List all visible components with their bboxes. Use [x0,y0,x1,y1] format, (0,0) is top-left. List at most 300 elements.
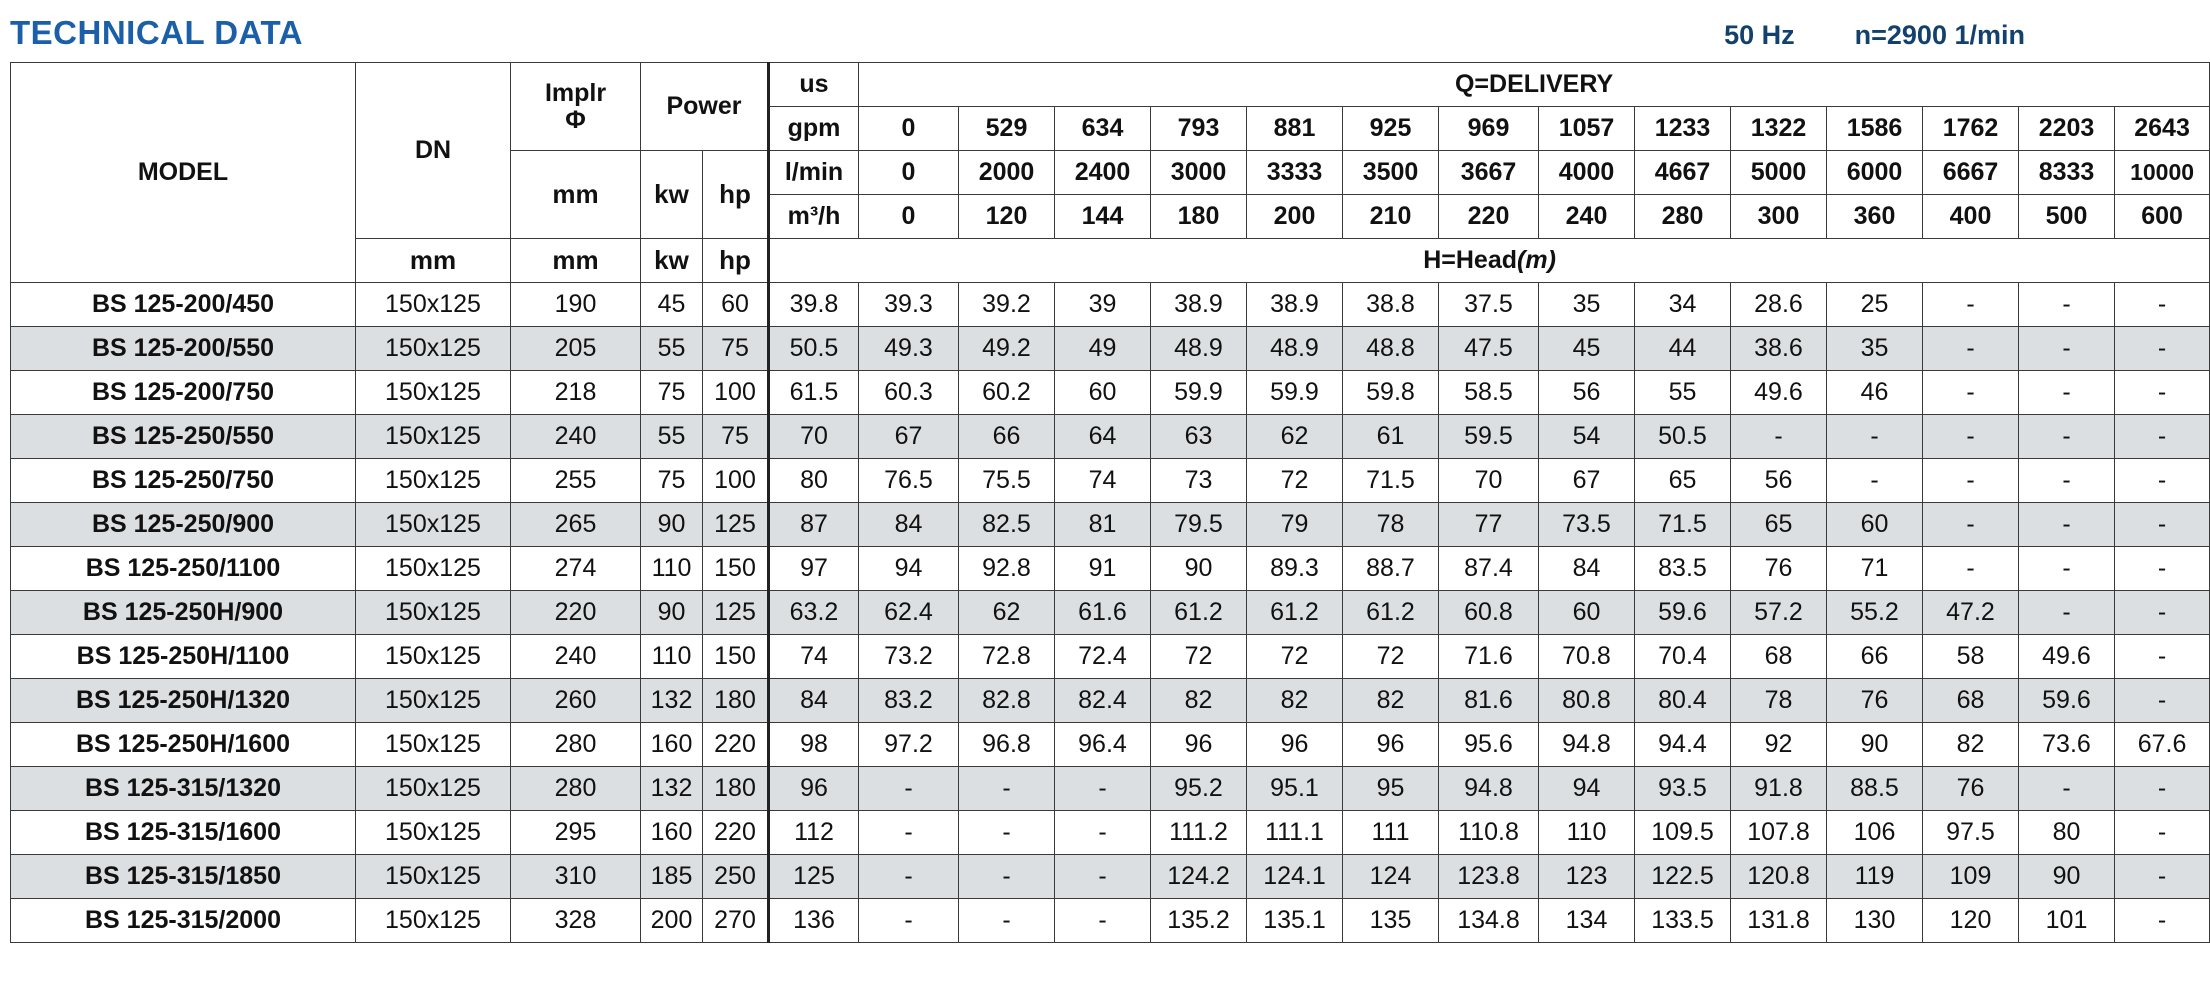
flow-usgpm-2: 634 [1055,107,1151,151]
cell-head-7: 70 [1439,459,1539,503]
cell-impeller: 280 [511,767,641,811]
cell-dn: 150x125 [356,767,511,811]
cell-head-14: - [2115,635,2210,679]
flow-usgpm-4: 881 [1247,107,1343,151]
head-title-unit: (m) [1517,246,1556,274]
cell-head-14: - [2115,855,2210,899]
impeller-label: Implr [544,79,607,108]
cell-head-5: 62 [1247,415,1343,459]
cell-head-2: 66 [959,415,1055,459]
cell-dn: 150x125 [356,591,511,635]
cell-head-1: 39.3 [859,283,959,327]
cell-head-6: 38.8 [1343,283,1439,327]
cell-head-2: - [959,855,1055,899]
flow-usgpm-7: 1057 [1539,107,1635,151]
dn-unit: mm [356,239,511,283]
cell-head-14: - [2115,899,2210,943]
cell-power-kw: 160 [641,811,703,855]
cell-head-2: 62 [959,591,1055,635]
cell-dn: 150x125 [356,371,511,415]
cell-model: BS 125-250H/1600 [11,723,356,767]
cell-head-8: 110 [1539,811,1635,855]
cell-head-3: 64 [1055,415,1151,459]
cell-power-hp: 100 [703,371,769,415]
head-title-text: H=Head [1423,246,1518,274]
cell-head-10: 131.8 [1731,899,1827,943]
cell-model: BS 125-250H/1320 [11,679,356,723]
cell-head-10: 38.6 [1731,327,1827,371]
table-row [11,899,2210,943]
page-header [0,0,2113,62]
cell-model: BS 125-200/450 [11,283,356,327]
flow-m3h-1: 120 [959,195,1055,239]
table-row [11,371,2210,415]
cell-head-5: 79 [1247,503,1343,547]
cell-power-hp: 75 [703,415,769,459]
cell-head-0: 63.2 [769,591,859,635]
cell-power-hp: 220 [703,723,769,767]
cell-model: BS 125-200/550 [11,327,356,371]
cell-head-14: - [2115,679,2210,723]
cell-head-11: 25 [1827,283,1923,327]
cell-head-7: 58.5 [1439,371,1539,415]
cell-power-kw: 185 [641,855,703,899]
cell-head-9: 70.4 [1635,635,1731,679]
cell-head-13: - [2019,371,2115,415]
cell-head-12: - [1923,503,2019,547]
cell-head-4: 79.5 [1151,503,1247,547]
cell-model: BS 125-250H/900 [11,591,356,635]
cell-head-4: 90 [1151,547,1247,591]
flow-lmin-12: 8333 [2019,151,2115,195]
cell-head-10: 76 [1731,547,1827,591]
cell-impeller: 310 [511,855,641,899]
cell-head-13: 59.6 [2019,679,2115,723]
cell-head-14: - [2115,811,2210,855]
cell-head-3: 72.4 [1055,635,1151,679]
cell-head-11: 88.5 [1827,767,1923,811]
cell-head-9: 50.5 [1635,415,1731,459]
cell-head-3: 91 [1055,547,1151,591]
cell-head-3: - [1055,899,1151,943]
cell-head-5: 135.1 [1247,899,1343,943]
cell-head-8: 56 [1539,371,1635,415]
cell-head-1: 84 [859,503,959,547]
cell-impeller: 240 [511,635,641,679]
flow-m3h-3: 180 [1151,195,1247,239]
cell-head-1: 62.4 [859,591,959,635]
cell-head-8: 94.8 [1539,723,1635,767]
cell-head-7: 81.6 [1439,679,1539,723]
flow-usgpm-5: 925 [1343,107,1439,151]
cell-head-3: 49 [1055,327,1151,371]
cell-head-5: 96 [1247,723,1343,767]
cell-power-kw: 110 [641,635,703,679]
cell-head-14: - [2115,415,2210,459]
cell-model: BS 125-200/750 [11,371,356,415]
cell-head-5: 59.9 [1247,371,1343,415]
cell-head-0: 125 [769,855,859,899]
cell-head-1: 97.2 [859,723,959,767]
cell-head-4: 95.2 [1151,767,1247,811]
flow-lmin-11: 6667 [1923,151,2019,195]
flow-lmin-6: 3667 [1439,151,1539,195]
cell-dn: 150x125 [356,459,511,503]
cell-head-11: 90 [1827,723,1923,767]
cell-head-6: 71.5 [1343,459,1439,503]
cell-power-hp: 150 [703,635,769,679]
cell-power-hp: 75 [703,327,769,371]
flow-usgpm-10: 1586 [1827,107,1923,151]
cell-head-14: - [2115,767,2210,811]
cell-head-6: 96 [1343,723,1439,767]
cell-impeller: 240 [511,415,641,459]
cell-head-14: - [2115,327,2210,371]
flow-lmin-0: 0 [859,151,959,195]
cell-impeller: 280 [511,723,641,767]
cell-dn: 150x125 [356,503,511,547]
flow-usgpm-1: 529 [959,107,1055,151]
cell-head-0: 70 [769,415,859,459]
cell-head-8: 67 [1539,459,1635,503]
cell-head-6: 124 [1343,855,1439,899]
cell-model: BS 125-250/1100 [11,547,356,591]
cell-power-hp: 180 [703,767,769,811]
cell-dn: 150x125 [356,327,511,371]
table-row [11,503,2210,547]
flow-m3h-2: 144 [1055,195,1151,239]
cell-head-11: 71 [1827,547,1923,591]
flow-usgpm-0: 0 [859,107,959,151]
cell-head-10: - [1731,415,1827,459]
cell-head-10: 68 [1731,635,1827,679]
cell-model: BS 125-250/900 [11,503,356,547]
cell-dn: 150x125 [356,283,511,327]
cell-head-3: 82.4 [1055,679,1151,723]
cell-head-1: - [859,767,959,811]
cell-head-5: 95.1 [1247,767,1343,811]
cell-head-13: - [2019,547,2115,591]
cell-power-kw: 132 [641,679,703,723]
cell-impeller: 260 [511,679,641,723]
cell-head-13: 73.6 [2019,723,2115,767]
table-row [11,855,2210,899]
cell-head-7: 123.8 [1439,855,1539,899]
cell-head-7: 71.6 [1439,635,1539,679]
cell-head-6: 95 [1343,767,1439,811]
cell-head-14: - [2115,591,2210,635]
col-header-dn: DN [356,63,511,239]
cell-head-5: 72 [1247,459,1343,503]
cell-power-hp: 270 [703,899,769,943]
page-title: TECHNICAL DATA [10,14,303,51]
power-unit-kw: kw [641,151,703,239]
cell-head-5: 111.1 [1247,811,1343,855]
cell-head-9: 71.5 [1635,503,1731,547]
unit-usgpm-line2: gpm [769,107,859,151]
flow-lmin-5: 3500 [1343,151,1439,195]
cell-head-14: - [2115,503,2210,547]
flow-lmin-13: 10000 [2115,151,2210,195]
cell-power-kw: 55 [641,415,703,459]
cell-head-12: 82 [1923,723,2019,767]
unit-usgpm [769,63,859,107]
cell-head-6: 135 [1343,899,1439,943]
cell-power-kw: 200 [641,899,703,943]
cell-head-12: 120 [1923,899,2019,943]
cell-power-hp: 250 [703,855,769,899]
flow-m3h-9: 300 [1731,195,1827,239]
cell-head-9: 59.6 [1635,591,1731,635]
cell-head-11: 76 [1827,679,1923,723]
cell-head-11: 55.2 [1827,591,1923,635]
cell-head-14: - [2115,547,2210,591]
cell-head-0: 98 [769,723,859,767]
table-row [11,723,2210,767]
cell-head-14: - [2115,459,2210,503]
flow-m3h-11: 400 [1923,195,2019,239]
cell-head-4: 111.2 [1151,811,1247,855]
cell-head-4: 73 [1151,459,1247,503]
cell-head-12: 76 [1923,767,2019,811]
cell-head-9: 93.5 [1635,767,1731,811]
cell-power-kw: 110 [641,547,703,591]
cell-head-2: - [959,767,1055,811]
cell-head-0: 50.5 [769,327,859,371]
cell-head-0: 96 [769,767,859,811]
cell-head-12: - [1923,459,2019,503]
cell-head-10: 57.2 [1731,591,1827,635]
power-unit-hp-2: hp [703,239,769,283]
cell-power-kw: 75 [641,371,703,415]
cell-head-12: 58 [1923,635,2019,679]
cell-head-4: 59.9 [1151,371,1247,415]
cell-head-7: 94.8 [1439,767,1539,811]
cell-power-hp: 220 [703,811,769,855]
cell-impeller: 218 [511,371,641,415]
head-title [769,239,2210,283]
flow-lmin-4: 3333 [1247,151,1343,195]
cell-head-10: 120.8 [1731,855,1827,899]
frequency-label: 50 Hz [1724,20,1795,50]
cell-head-7: 59.5 [1439,415,1539,459]
cell-power-hp: 125 [703,591,769,635]
table-row [11,415,2210,459]
cell-impeller: 328 [511,899,641,943]
cell-head-3: - [1055,855,1151,899]
flow-lmin-3: 3000 [1151,151,1247,195]
cell-head-1: - [859,899,959,943]
cell-dn: 150x125 [356,679,511,723]
cell-power-hp: 60 [703,283,769,327]
cell-head-8: 60 [1539,591,1635,635]
cell-head-1: 76.5 [859,459,959,503]
table-row [11,547,2210,591]
cell-head-3: 81 [1055,503,1151,547]
flow-lmin-7: 4000 [1539,151,1635,195]
cell-model: BS 125-315/2000 [11,899,356,943]
cell-head-9: 133.5 [1635,899,1731,943]
cell-head-5: 124.1 [1247,855,1343,899]
cell-head-7: 77 [1439,503,1539,547]
cell-head-4: 63 [1151,415,1247,459]
cell-impeller: 255 [511,459,641,503]
cell-head-6: 82 [1343,679,1439,723]
unit-m3h: m³/h [769,195,859,239]
cell-power-kw: 90 [641,591,703,635]
flow-lmin-2: 2400 [1055,151,1151,195]
technical-data-table [10,62,2210,943]
flow-usgpm-11: 1762 [1923,107,2019,151]
cell-head-2: 75.5 [959,459,1055,503]
cell-head-1: 73.2 [859,635,959,679]
cell-head-0: 61.5 [769,371,859,415]
cell-impeller: 274 [511,547,641,591]
cell-head-13: - [2019,767,2115,811]
cell-head-6: 59.8 [1343,371,1439,415]
cell-head-4: 124.2 [1151,855,1247,899]
cell-head-12: - [1923,283,2019,327]
cell-head-6: 61.2 [1343,591,1439,635]
cell-head-2: 39.2 [959,283,1055,327]
cell-head-0: 136 [769,899,859,943]
col-header-power: Power [641,63,769,151]
cell-head-8: 84 [1539,547,1635,591]
cell-head-10: 65 [1731,503,1827,547]
power-unit-hp: hp [703,151,769,239]
cell-head-9: 55 [1635,371,1731,415]
cell-head-6: 111 [1343,811,1439,855]
flow-m3h-10: 360 [1827,195,1923,239]
table-row [11,811,2210,855]
cell-head-8: 80.8 [1539,679,1635,723]
flow-m3h-0: 0 [859,195,959,239]
flow-lmin-8: 4667 [1635,151,1731,195]
cell-head-3: - [1055,767,1151,811]
cell-head-8: 73.5 [1539,503,1635,547]
col-header-impeller [511,63,641,151]
impeller-unit-2: mm [511,239,641,283]
header-row-1 [11,63,2210,107]
cell-power-kw: 55 [641,327,703,371]
cell-head-11: 46 [1827,371,1923,415]
cell-head-7: 47.5 [1439,327,1539,371]
flow-usgpm-3: 793 [1151,107,1247,151]
cell-head-11: 119 [1827,855,1923,899]
cell-head-8: 123 [1539,855,1635,899]
cell-head-3: 74 [1055,459,1151,503]
cell-head-2: 92.8 [959,547,1055,591]
flow-m3h-4: 200 [1247,195,1343,239]
cell-model: BS 125-250/750 [11,459,356,503]
cell-head-0: 87 [769,503,859,547]
cell-head-0: 84 [769,679,859,723]
cell-head-12: - [1923,371,2019,415]
cell-head-1: - [859,811,959,855]
unit-lmin: l/min [769,151,859,195]
cell-head-8: 134 [1539,899,1635,943]
cell-head-9: 34 [1635,283,1731,327]
cell-head-7: 134.8 [1439,899,1539,943]
cell-head-1: 83.2 [859,679,959,723]
impeller-symbol: Φ [565,105,586,134]
cell-head-13: 80 [2019,811,2115,855]
cell-power-kw: 75 [641,459,703,503]
cell-power-kw: 160 [641,723,703,767]
cell-dn: 150x125 [356,855,511,899]
cell-head-5: 82 [1247,679,1343,723]
cell-head-9: 44 [1635,327,1731,371]
flow-m3h-6: 220 [1439,195,1539,239]
cell-head-12: 68 [1923,679,2019,723]
cell-head-8: 45 [1539,327,1635,371]
cell-head-11: 130 [1827,899,1923,943]
cell-dn: 150x125 [356,635,511,679]
cell-head-4: 61.2 [1151,591,1247,635]
cell-head-9: 109.5 [1635,811,1731,855]
power-unit-kw-2: kw [641,239,703,283]
cell-model: BS 125-315/1320 [11,767,356,811]
cell-head-8: 35 [1539,283,1635,327]
table-body [11,283,2210,943]
cell-head-14: 67.6 [2115,723,2210,767]
cell-head-8: 54 [1539,415,1635,459]
cell-head-12: 97.5 [1923,811,2019,855]
cell-head-13: - [2019,327,2115,371]
cell-head-6: 61 [1343,415,1439,459]
flow-m3h-12: 500 [2019,195,2115,239]
flow-usgpm-6: 969 [1439,107,1539,151]
cell-head-5: 72 [1247,635,1343,679]
cell-head-0: 97 [769,547,859,591]
flow-lmin-9: 5000 [1731,151,1827,195]
cell-head-4: 38.9 [1151,283,1247,327]
flow-m3h-8: 280 [1635,195,1731,239]
cell-head-3: 96.4 [1055,723,1151,767]
flow-m3h-13: 600 [2115,195,2210,239]
cell-head-4: 72 [1151,635,1247,679]
cell-head-12: 109 [1923,855,2019,899]
cell-head-2: 72.8 [959,635,1055,679]
cell-impeller: 295 [511,811,641,855]
cell-head-2: 82.8 [959,679,1055,723]
cell-head-13: - [2019,283,2115,327]
cell-model: BS 125-250/550 [11,415,356,459]
table-row [11,283,2210,327]
cell-power-kw: 45 [641,283,703,327]
cell-head-4: 135.2 [1151,899,1247,943]
cell-head-10: 107.8 [1731,811,1827,855]
cell-head-1: 60.3 [859,371,959,415]
cell-head-5: 48.9 [1247,327,1343,371]
flow-usgpm-8: 1233 [1635,107,1731,151]
cell-head-7: 110.8 [1439,811,1539,855]
cell-impeller: 220 [511,591,641,635]
cell-head-13: - [2019,415,2115,459]
cell-head-6: 72 [1343,635,1439,679]
cell-model: BS 125-315/1850 [11,855,356,899]
flow-usgpm-9: 1322 [1731,107,1827,151]
cell-head-10: 49.6 [1731,371,1827,415]
cell-head-9: 83.5 [1635,547,1731,591]
table-row [11,327,2210,371]
cell-head-7: 87.4 [1439,547,1539,591]
cell-head-2: 49.2 [959,327,1055,371]
flow-usgpm-13: 2643 [2115,107,2210,151]
cell-power-kw: 90 [641,503,703,547]
cell-head-8: 70.8 [1539,635,1635,679]
cell-head-10: 78 [1731,679,1827,723]
